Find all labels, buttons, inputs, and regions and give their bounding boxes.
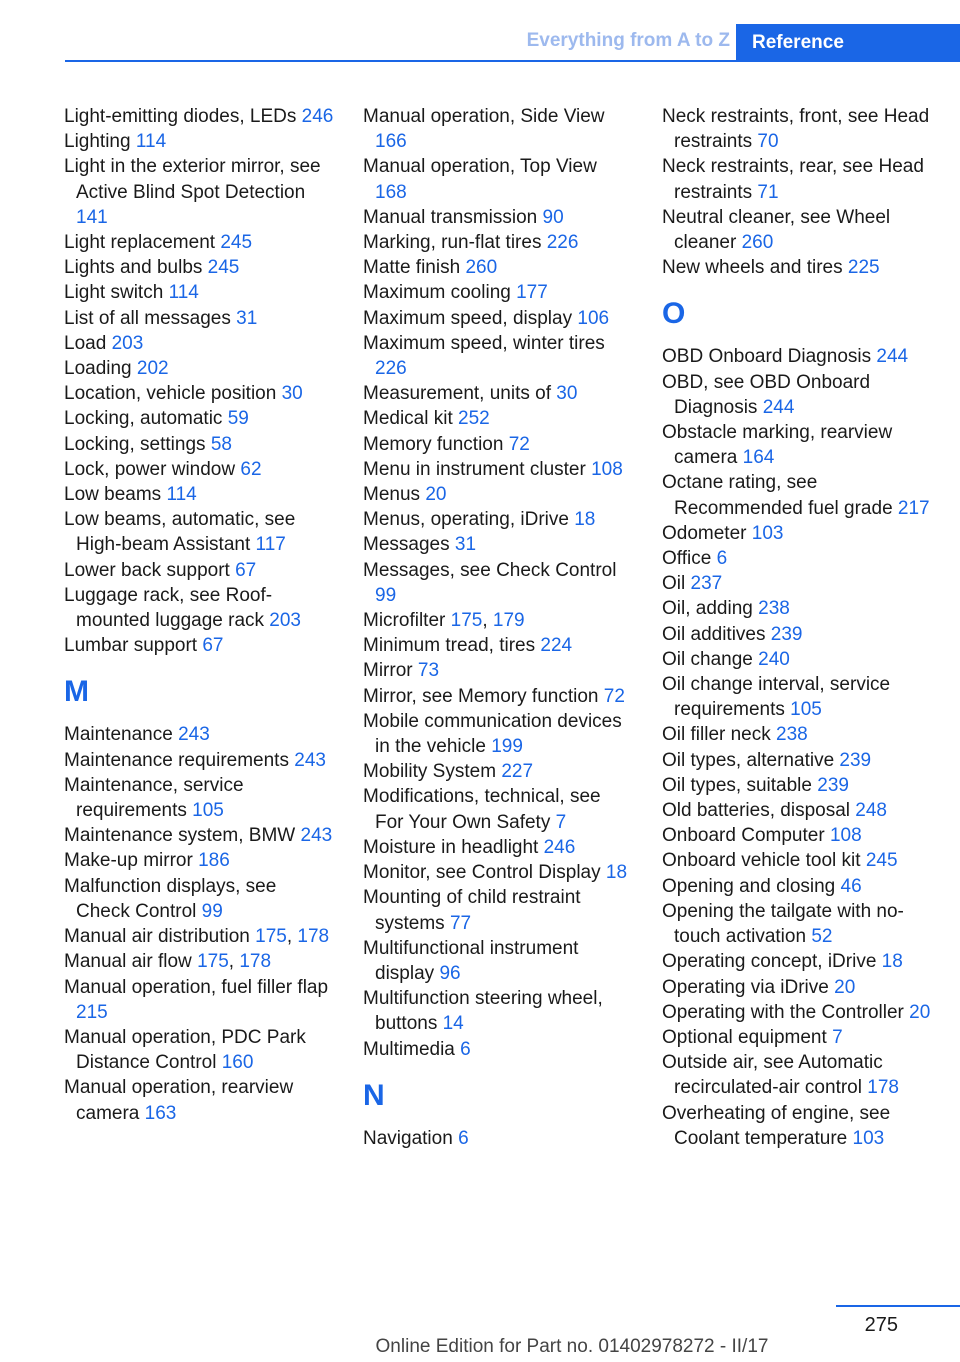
index-entry-term: Lower back support <box>64 559 230 581</box>
index-entry <box>363 255 633 280</box>
index-entry-term: Maximum speed, winter tires <box>363 332 605 354</box>
index-entry <box>662 949 932 974</box>
index-entry-term: Low beams <box>64 484 162 506</box>
index-entry-term: Old batteries, disposal <box>662 800 850 822</box>
page-reference-link[interactable]: 175 <box>255 926 287 948</box>
index-entry-term: Multifunctional instrument display <box>363 937 579 984</box>
index-entry-term: Oil types, suitable <box>662 774 812 796</box>
index-entry <box>662 798 932 823</box>
page-reference-link[interactable]: 103 <box>751 522 784 544</box>
page-reference-link[interactable]: 177 <box>516 282 548 304</box>
index-entry-term: Maximum speed, display <box>363 307 573 329</box>
header-tab-reference: Reference <box>736 24 960 62</box>
index-column-1 <box>64 104 334 1126</box>
index-entry <box>363 684 633 709</box>
index-entry-term: Loading <box>64 358 132 380</box>
index-entry-term: Manual operation, PDC Park Distance Control <box>64 1026 306 1074</box>
index-entry <box>363 835 633 860</box>
index-entry <box>64 558 334 583</box>
page-reference-link[interactable]: 224 <box>540 635 573 657</box>
index-entry <box>64 331 334 356</box>
index-entry <box>662 874 932 899</box>
index-entry-term: Manual operation, Top View <box>363 156 597 178</box>
page-reference-link[interactable]: 90 <box>542 206 564 228</box>
index-entry-term: Neutral cleaner, see Wheel cleaner <box>662 206 891 254</box>
index-entry <box>363 331 633 381</box>
page-reference-link[interactable]: 58 <box>210 433 232 455</box>
page-reference-link[interactable]: 46 <box>840 875 862 897</box>
index-entry <box>64 748 334 773</box>
index-entry <box>662 773 932 798</box>
index-entry-term: Maintenance requirements <box>64 749 289 771</box>
page-reference-link[interactable]: 18 <box>605 862 628 884</box>
index-entry-term: Medical kit <box>363 408 453 430</box>
index-entry-term: Manual operation, rearview camera <box>64 1077 294 1124</box>
index-entry-term: Manual operation, Side View <box>363 106 605 127</box>
index-entry-term: Operating via iDrive <box>662 976 829 998</box>
index-entry <box>363 1037 633 1062</box>
index-entry-term: New wheels and tires <box>662 257 843 279</box>
index-entry-term: Oil types, alternative <box>662 749 835 771</box>
index-entry-term: Mobile communication devices in the vehicle <box>363 710 622 758</box>
index-letter-heading: O <box>662 297 686 331</box>
index-letter-heading: M <box>64 675 89 709</box>
page-reference-link[interactable]: 203 <box>111 332 144 354</box>
page-reference-link[interactable]: 141 <box>76 206 108 228</box>
index-entry-term: Menus <box>363 484 421 506</box>
page-reference-link[interactable]: 77 <box>449 912 472 934</box>
page-reference-link[interactable]: 246 <box>301 106 334 127</box>
index-entry-term: OBD Onboard Diagnosis <box>662 346 872 368</box>
page-reference-link[interactable]: 243 <box>178 724 210 746</box>
index-entry <box>363 306 633 331</box>
index-entry <box>662 470 932 520</box>
page-reference-link[interactable]: 186 <box>198 850 230 872</box>
index-entry <box>64 583 334 633</box>
page-reference-link[interactable]: 215 <box>76 1001 108 1023</box>
index-entry <box>662 899 932 949</box>
index-entry-term: Oil change interval, service requirements <box>662 674 891 721</box>
index-entry-term: Messages <box>363 534 450 556</box>
index-entry-term: Low beams, automatic, see High-beam Assistant <box>64 509 296 556</box>
index-entry-term: OBD, see OBD Onboard Diagnosis <box>662 371 871 418</box>
index-entry-term: Moisture in headlight <box>363 836 539 858</box>
page-reference-link[interactable]: 203 <box>269 610 301 632</box>
index-entry: Manual air distribution 175, 178 <box>64 926 330 948</box>
index-entry-term: Maximum cooling <box>363 282 511 304</box>
page-reference-link[interactable]: 18 <box>881 951 903 973</box>
page-reference-link[interactable]: 226 <box>546 232 579 254</box>
index-letter-heading: N <box>363 1078 385 1112</box>
page-reference-link[interactable]: 260 <box>741 232 774 254</box>
index-entry <box>662 420 932 470</box>
page-reference-link[interactable]: 246 <box>543 836 576 858</box>
index-entry-term: Office <box>662 548 712 570</box>
index-entry-term: Neck restraints, rear, see Head restraints <box>662 156 924 203</box>
page-reference-link[interactable]: 238 <box>758 598 790 620</box>
index-entry-term: Marking, run-flat tires <box>363 232 542 254</box>
index-entry <box>662 1025 932 1050</box>
index-entry <box>64 1025 334 1075</box>
page-reference-link[interactable]: 114 <box>135 131 167 153</box>
page-reference-link[interactable]: 252 <box>458 408 490 430</box>
page-reference-link[interactable]: 20 <box>425 484 447 506</box>
page-reference-link[interactable]: 179 <box>492 610 525 632</box>
index-entry-term: Octane rating, see Recommended fuel grade <box>662 472 893 519</box>
index-entry-term: Oil additives <box>662 623 766 645</box>
page-reference-link[interactable]: 52 <box>811 926 833 948</box>
page-reference-link[interactable]: 163 <box>144 1102 177 1124</box>
page-reference-link[interactable]: 103 <box>852 1127 885 1149</box>
page-reference-link[interactable]: 30 <box>556 383 578 405</box>
page-reference-link[interactable]: 238 <box>776 724 808 746</box>
index-entry-term: Mirror <box>363 660 413 682</box>
page-reference-link[interactable]: 175 <box>197 951 229 973</box>
page-reference-link[interactable]: 20 <box>909 1001 931 1023</box>
index-entry-term: Opening the tailgate with no-touch activation <box>662 900 904 948</box>
index-entry <box>662 622 932 647</box>
page-reference-link[interactable]: 178 <box>239 951 272 973</box>
page-reference-link[interactable]: 199 <box>491 736 523 758</box>
page-reference-link[interactable]: 7 <box>832 1026 843 1048</box>
page-reference-link[interactable]: 20 <box>834 976 856 998</box>
page-reference-link[interactable]: 99 <box>201 900 223 922</box>
index-entry <box>662 344 932 369</box>
index-column-3 <box>662 104 932 1151</box>
page-reference-link[interactable]: 7 <box>555 811 567 833</box>
index-entry-term: Optional equipment <box>662 1026 827 1048</box>
index-entry <box>363 482 633 507</box>
page-reference-link[interactable]: 31 <box>236 307 258 329</box>
index-entry <box>64 432 334 457</box>
index-entry-term: Matte finish <box>363 257 461 279</box>
index-entry <box>64 104 334 129</box>
index-entry-term: Operating with the Controller <box>662 1001 904 1023</box>
index-entry-term: Light replacement <box>64 232 216 254</box>
index-entry <box>64 356 334 381</box>
index-entry <box>662 722 932 747</box>
page-reference-link[interactable]: 67 <box>202 635 224 657</box>
page-reference-link[interactable]: 59 <box>227 408 249 430</box>
page-reference-link[interactable]: 160 <box>221 1052 254 1074</box>
index-entry <box>662 672 932 722</box>
page-reference-link[interactable]: 243 <box>300 825 333 847</box>
page-reference-link[interactable]: 164 <box>742 447 775 469</box>
page-reference-link[interactable]: 96 <box>439 962 461 984</box>
index-entry <box>662 596 932 621</box>
index-entry <box>64 406 334 431</box>
index-entry <box>662 647 932 672</box>
index-entry-term: Multifunction steering wheel, buttons <box>363 988 603 1035</box>
index-entry <box>662 154 932 204</box>
index-entry <box>64 381 334 406</box>
header-rule <box>65 60 960 62</box>
page-reference-link[interactable]: 105 <box>192 800 224 822</box>
page-reference-link[interactable]: 105 <box>790 699 822 721</box>
index-entry-term: Oil, adding <box>662 598 753 620</box>
page-reference-link[interactable]: 245 <box>207 257 240 279</box>
header-section-title: Everything from A to Z <box>526 30 730 51</box>
index-entry <box>662 571 932 596</box>
page-reference-link[interactable]: 117 <box>255 534 286 556</box>
index-entry-term: Manual transmission <box>363 206 538 228</box>
index-entry-term: Light switch <box>64 282 164 304</box>
index-entry-term: Oil filler neck <box>662 724 771 746</box>
index-column-2 <box>363 104 633 1151</box>
index-entry <box>363 658 633 683</box>
page-reference-link[interactable]: 225 <box>847 257 880 279</box>
index-entry-term: Load <box>64 332 107 354</box>
index-entry-term: Obstacle marking, rearview camera <box>662 422 893 469</box>
index-entry <box>363 507 633 532</box>
page-reference-link[interactable]: 166 <box>375 131 407 153</box>
index-entry <box>363 457 633 482</box>
index-entry <box>363 860 633 885</box>
page-reference-link[interactable]: 240 <box>758 648 790 670</box>
index-entry <box>363 1126 633 1151</box>
page-reference-link[interactable]: 168 <box>375 181 407 203</box>
page-reference-link[interactable]: 237 <box>690 573 723 595</box>
index-entry <box>64 457 334 482</box>
page-reference-link[interactable]: 260 <box>465 257 498 279</box>
index-entry <box>662 546 932 571</box>
index-entry-term: Manual air flow <box>64 951 192 973</box>
page-reference-link[interactable]: 108 <box>829 825 862 847</box>
index-entry-term: Modifications, technical, see For Your Own Safety <box>363 786 601 833</box>
index-entry-term: Menu in instrument cluster <box>363 458 586 480</box>
page-reference-link[interactable]: 202 <box>136 358 169 380</box>
index-entry-term: Memory function <box>363 433 504 455</box>
index-entry-term: Locking, automatic <box>64 408 223 430</box>
index-entry <box>662 748 932 773</box>
index-entry-term: Locking, settings <box>64 433 206 455</box>
index-entry <box>363 230 633 255</box>
page-reference-link[interactable]: 245 <box>220 232 253 254</box>
index-entry <box>363 885 633 935</box>
index-entry-term: Lighting <box>64 131 131 153</box>
index-entry <box>363 154 633 204</box>
index-entry <box>662 1000 932 1025</box>
index-entry-term: Maintenance, service requirements <box>64 774 244 822</box>
index-entry <box>363 532 633 557</box>
index-entry <box>363 406 633 431</box>
index-entry-term: Mirror, see Memory function <box>363 685 599 707</box>
page-reference-link[interactable]: 244 <box>762 396 795 418</box>
index-entry <box>363 558 633 608</box>
index-entry-term: Multimedia <box>363 1038 455 1060</box>
page-reference-link[interactable]: 106 <box>577 307 610 329</box>
page-reference-link[interactable]: 226 <box>375 358 407 380</box>
page-reference-link[interactable]: 6 <box>458 1127 469 1149</box>
index-entry <box>363 784 633 834</box>
index-entry-term: Messages, see Check Control <box>363 559 617 581</box>
index-entry <box>662 1050 932 1100</box>
index-entry-term: Malfunction displays, see Check Control <box>64 875 277 922</box>
page-reference-link[interactable]: 244 <box>876 346 909 368</box>
index-entry <box>64 823 334 848</box>
index-entry <box>662 104 932 154</box>
index-entry-term: Operating concept, iDrive <box>662 951 877 973</box>
index-entry <box>363 709 633 759</box>
index-entry-term: Lumbar support <box>64 635 198 657</box>
page-reference-link[interactable]: 6 <box>716 548 728 570</box>
index-entry <box>363 432 633 457</box>
index-entry <box>662 205 932 255</box>
index-entry: Microfilter 175, 179 <box>363 610 525 632</box>
index-entry <box>363 381 633 406</box>
index-entry-term: Oil change <box>662 648 753 670</box>
page-reference-link[interactable]: 175 <box>450 610 483 632</box>
index-entry-term: Mounting of child restraint systems <box>363 887 581 934</box>
index-entry <box>64 1075 334 1125</box>
index-entry-term: Microfilter <box>363 610 446 632</box>
index-entry <box>64 633 334 658</box>
page-reference-link[interactable]: 31 <box>454 534 477 556</box>
index-entry <box>662 823 932 848</box>
index-entry-term: Monitor, see Control Display <box>363 862 601 884</box>
page-reference-link[interactable]: 73 <box>417 660 440 682</box>
page-reference-link[interactable]: 14 <box>442 1013 464 1035</box>
page-reference-link[interactable]: 239 <box>770 623 803 645</box>
page-reference-link[interactable]: 239 <box>817 774 849 796</box>
index-entry-term: Minimum tread, tires <box>363 635 536 657</box>
index-entry: Manual air flow 175, 178 <box>64 951 272 973</box>
page-reference-link[interactable]: 243 <box>294 749 326 771</box>
index-entry <box>64 975 334 1025</box>
page-reference-link[interactable]: 245 <box>865 850 898 872</box>
index-entry <box>64 255 334 280</box>
page-reference-link[interactable]: 178 <box>297 926 330 948</box>
index-entry <box>363 936 633 986</box>
index-entry-term: Oil <box>662 573 686 595</box>
index-entry-term: Navigation <box>363 1127 453 1149</box>
index-entry-term: Manual air distribution <box>64 926 250 948</box>
index-entry <box>64 507 334 557</box>
index-entry <box>363 280 633 305</box>
page-reference-link[interactable]: 248 <box>855 800 887 822</box>
index-entry <box>64 306 334 331</box>
page-reference-link[interactable]: 72 <box>603 685 625 707</box>
index-entry-term: Mobility System <box>363 761 497 783</box>
index-entry <box>64 848 334 873</box>
page-reference-link[interactable]: 114 <box>166 484 197 506</box>
index-entry <box>64 722 334 747</box>
page-reference-link[interactable]: 99 <box>375 584 397 606</box>
page-reference-link[interactable]: 178 <box>867 1077 899 1099</box>
page-reference-link[interactable]: 114 <box>168 282 199 304</box>
index-entry-term: Onboard vehicle tool kit <box>662 850 861 872</box>
index-entry <box>64 154 334 230</box>
index-entry-term: Neck restraints, front, see Head restraints <box>662 106 930 153</box>
footer-edition <box>0 1336 960 1358</box>
index-entry <box>363 633 633 658</box>
index-entry <box>363 986 633 1036</box>
index-entry-term: Odometer <box>662 522 747 544</box>
page-reference-link[interactable]: 18 <box>574 509 596 531</box>
page-reference-link[interactable]: 239 <box>839 749 872 771</box>
index-entry-term: Manual operation, fuel filler flap <box>64 976 329 998</box>
page-reference-link[interactable]: 227 <box>501 761 534 783</box>
index-entry-term: Light in the exterior mirror, see Active Blind Spot Detection <box>64 156 321 203</box>
index-entry-term: Make-up mirror <box>64 850 193 872</box>
index-entry <box>64 230 334 255</box>
index-entry-term: List of all messages <box>64 307 231 329</box>
index-entry-term: Overheating of engine, see Coolant temperature <box>662 1102 891 1149</box>
index-entry-term: Menus, operating, iDrive <box>363 509 569 531</box>
page-reference-link[interactable]: 62 <box>240 458 262 480</box>
page-reference-link[interactable]: 108 <box>591 458 623 480</box>
index-entry-term: Location, vehicle position <box>64 383 277 405</box>
index-entry <box>64 773 334 823</box>
index-entry-term: Luggage rack, see Roof-mounted luggage rack <box>64 584 273 632</box>
index-entry-term: Maintenance <box>64 724 173 746</box>
page-reference-link[interactable]: 72 <box>508 433 530 455</box>
index-entry <box>662 521 932 546</box>
page-reference-link[interactable]: 71 <box>757 181 779 203</box>
page-number: 275 <box>864 1314 898 1336</box>
index-entry-term: Lights and bulbs <box>64 257 203 279</box>
index-entry-term: Lock, power window <box>64 458 236 480</box>
footer-edition-text: Online Edition for Part no. 01402978272 - II/17 <box>375 1336 769 1357</box>
index-entry <box>662 975 932 1000</box>
page-reference-link[interactable]: 217 <box>897 497 930 519</box>
index-entry <box>662 370 932 420</box>
index-entry <box>363 759 633 784</box>
index-entry <box>64 874 334 924</box>
page-reference-link[interactable]: 70 <box>757 131 779 153</box>
index-entry-term: Maintenance system, BMW <box>64 825 296 847</box>
index-entry <box>64 482 334 507</box>
index-entry-term: Measurement, units of <box>363 383 551 405</box>
index-entry <box>662 1101 932 1151</box>
index-entry <box>363 205 633 230</box>
page-reference-link[interactable]: 6 <box>460 1038 471 1060</box>
index-entry <box>662 255 932 280</box>
page-reference-link[interactable]: 30 <box>281 383 303 405</box>
index-entry-term: Light-emitting diodes, LEDs <box>64 106 297 127</box>
page-reference-link[interactable]: 67 <box>235 559 257 581</box>
index-entry-term: Onboard Computer <box>662 825 825 847</box>
index-entry-term: Outside air, see Automatic recirculated-air control <box>662 1052 883 1099</box>
footer-rule <box>836 1305 960 1307</box>
index-entry <box>64 280 334 305</box>
index-entry <box>64 129 334 154</box>
index-entry-term: Opening and closing <box>662 875 836 897</box>
index-entry <box>363 104 633 154</box>
index-entry <box>662 848 932 873</box>
